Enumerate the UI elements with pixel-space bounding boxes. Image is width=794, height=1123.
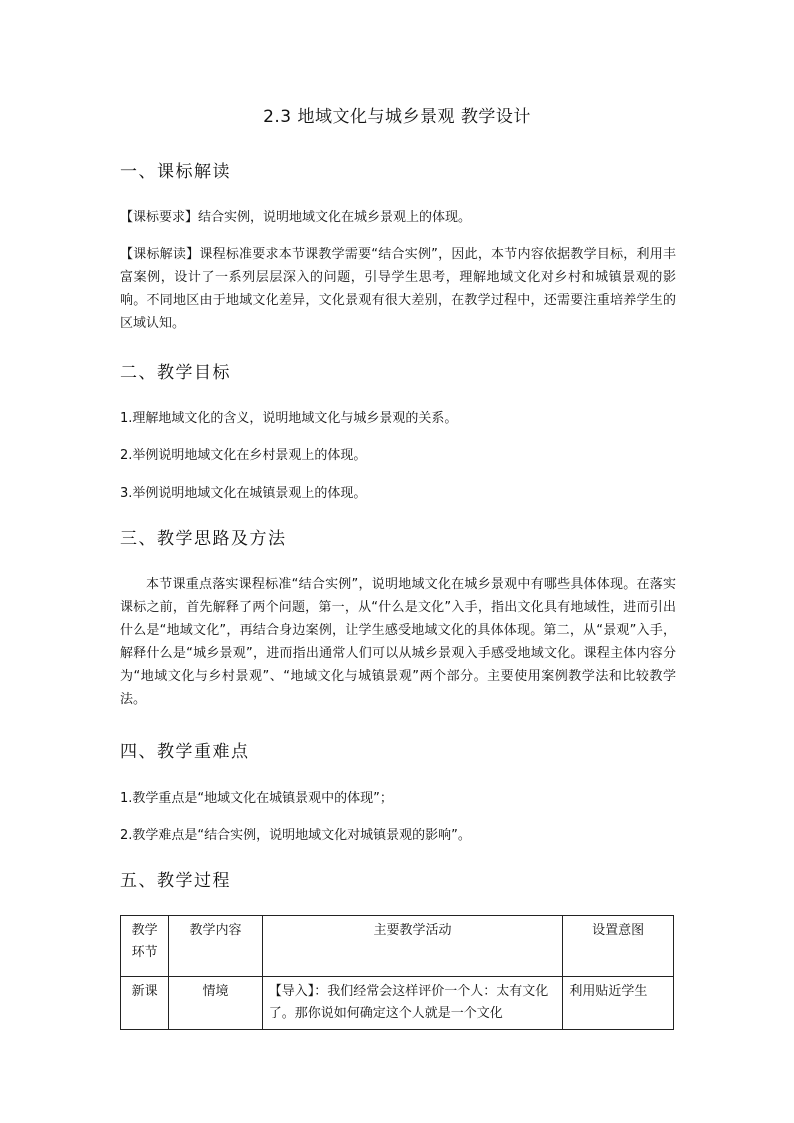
section-heading-objectives: 二、教学目标	[120, 363, 231, 383]
keypoint-item: 2.教学难点是“结合实例，说明地域文化对城镇景观的影响”。	[120, 828, 471, 843]
section-heading-process: 五、教学过程	[120, 871, 231, 891]
objective-item: 2.举例说明地域文化在乡村景观上的体现。	[120, 448, 367, 463]
table-cell: 新课	[121, 977, 169, 1030]
table-cell: 利用贴近学生	[563, 977, 674, 1030]
approach-paragraph: 本节课重点落实课程标准“结合实例”，说明地域文化在城乡景观中有哪些具体体现。在落实课标之前，首先解释了两个问题，第一，从“什么是文化”入手，指出文化具有地域性，进而引出什么是“地域文化”，再结合身边案例，让学生感受地域文化的具体体现。第二，从“景观”入手，解释什么是“城乡景观”，进而指出通常人们可以从城乡景观入手感受地域文化。课程主体内容分为“地域文化与乡村景观”、“地域文化与城镇景观”两个部分。主要使用案例教学法和比较教学法。	[120, 577, 676, 707]
curriculum-requirement: 【课标要求】结合实例，说明地域文化在城乡景观上的体现。	[120, 210, 472, 225]
section-heading-curriculum: 一、课标解读	[120, 162, 231, 182]
table-header-cell: 设置意图	[563, 916, 674, 977]
process-table	[120, 915, 674, 1030]
table-header-cell: 教学环节	[121, 916, 169, 977]
objective-item: 3.举例说明地域文化在城镇景观上的体现。	[120, 486, 367, 501]
section-heading-keypoints: 四、教学重难点	[120, 742, 250, 762]
table-cell: 【导入】：我们经常会这样评价一个人：太有文化了。那你说如何确定这个人就是一个文化	[262, 977, 563, 1030]
table-header-cell: 教学内容	[169, 916, 263, 977]
table-header-row	[121, 916, 674, 977]
table-cell: 情境	[169, 977, 263, 1030]
keypoint-item: 1.教学重点是“地域文化在城镇景观中的体现”；	[120, 791, 393, 806]
document-title: 2.3 地域文化与城乡景观 教学设计	[263, 107, 531, 127]
table-row	[121, 977, 674, 1030]
table-header-cell: 主要教学活动	[262, 916, 563, 977]
objective-item: 1.理解地域文化的含义，说明地域文化与城乡景观的关系。	[120, 411, 458, 426]
curriculum-interpretation: 【课标解读】课程标准要求本节课教学需要“结合实例”，因此，本节内容依据教学目标，利用丰富案例，设计了一系列层层深入的问题，引导学生思考，理解地域文化对乡村和城镇景观的影响。不同地区由于地域文化差异，文化景观有很大差别，在教学过程中，还需要注重培养学生的区域认知。	[120, 247, 676, 331]
section-heading-approach: 三、教学思路及方法	[120, 529, 287, 549]
